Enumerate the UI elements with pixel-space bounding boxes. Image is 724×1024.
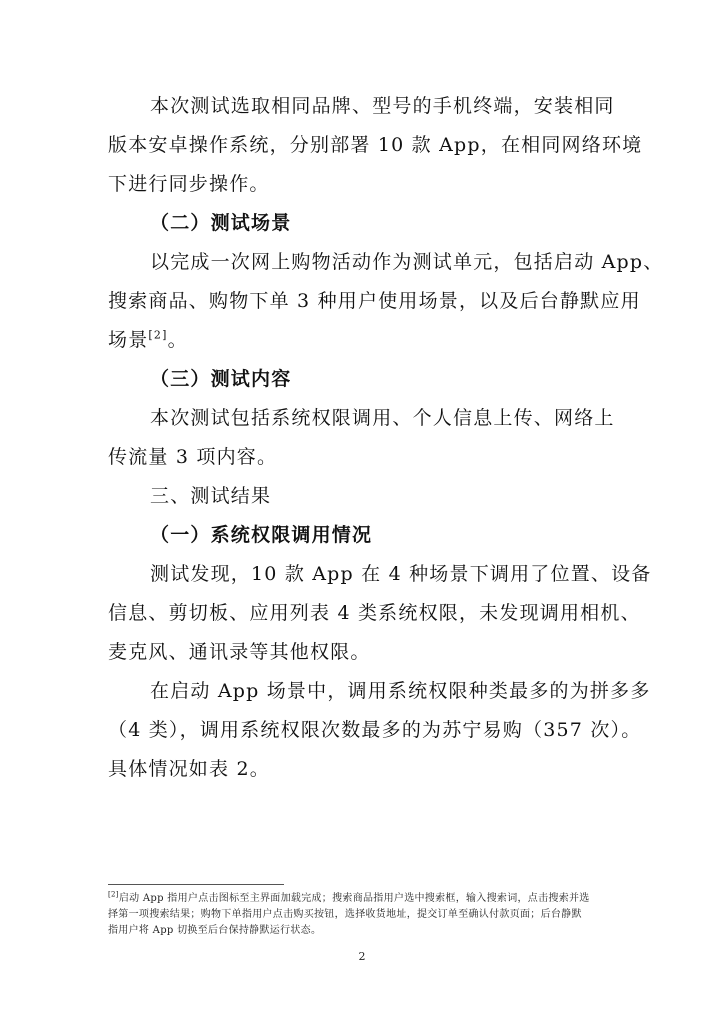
page-number: 2 [358,950,366,963]
paragraph-line: 测试发现，10 款 App 在 4 种场景下调用了位置、设备 [150,563,652,585]
paragraph-line-with-ref [108,327,618,353]
paragraph-line: 在启动 App 场景中，调用系统权限种类最多的为拼多多 [150,680,651,702]
footnote-line: 择第一项搜索结果；购物下单指用户点击购买按钮，选择收货地址，提交订单至确认付款页面；后台静默 [108,909,582,920]
paragraph-line: 传流量 3 项内容。 [108,446,278,468]
paragraph-line: 信息、剪切板、应用列表 4 类系统权限，未发现调用相机、 [108,602,641,624]
paragraph-line: 搜索商品、购物下单 3 种用户使用场景，以及后台静默应用 [108,290,641,312]
footnote-marker: [2] [108,890,119,899]
paragraph-line: 以完成一次网上购物活动作为测试单元，包括启动 App、 [150,251,664,273]
paragraph-text: 场景 [108,329,149,351]
paragraph-line: 版本安卓操作系统，分别部署 10 款 App，在相同网络环境 [108,134,643,156]
paragraph-line: 麦克风、通讯录等其他权限。 [108,641,371,663]
footnote-reference[interactable]: [2] [148,328,168,342]
section-heading-permissions: （一）系统权限调用情况 [150,524,373,546]
chapter-heading-results: 三、测试结果 [150,485,272,507]
paragraph-line: 本次测试选取相同品牌、型号的手机终端，安装相同 [150,95,615,117]
footnote-line: 指用户将 App 切换至后台保持静默运行状态。 [108,925,322,936]
paragraph-text: 。 [167,329,188,351]
footnote-text: 启动 App 指用户点击图标至主界面加载完成；搜索商品指用户选中搜索框，输入搜索词，点击搜索并选 [118,893,590,904]
footnote-separator [108,884,284,885]
paragraph-line: 具体情况如表 2。 [108,758,270,780]
section-heading-content: （三）测试内容 [150,368,292,390]
paragraph-line: （4 类），调用系统权限次数最多的为苏宁易购（357 次）。 [108,719,642,741]
section-heading-scene: （二）测试场景 [150,212,292,234]
paragraph-line: 本次测试包括系统权限调用、个人信息上传、网络上 [150,407,615,429]
paragraph-line: 下进行同步操作。 [108,173,270,195]
footnote-line [108,892,618,906]
